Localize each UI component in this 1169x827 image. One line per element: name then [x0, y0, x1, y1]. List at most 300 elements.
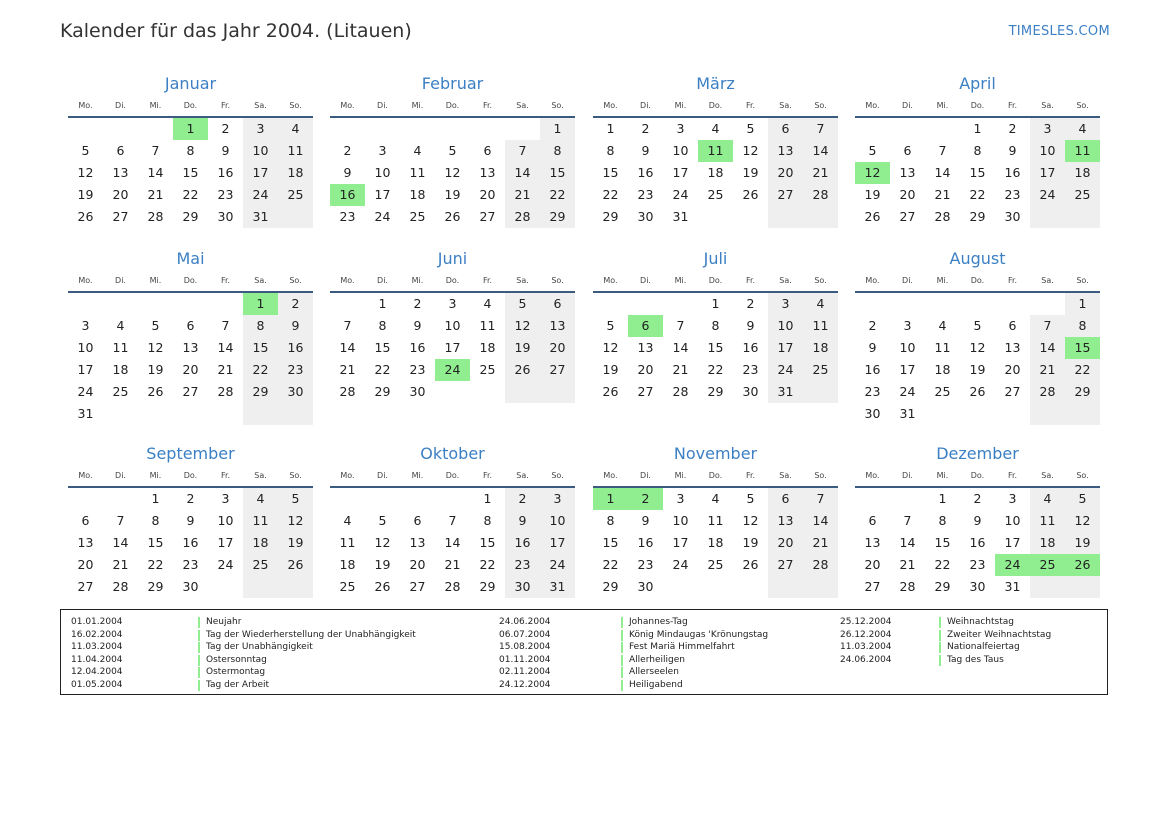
day-cell: 26	[444, 209, 461, 224]
holiday-name: Allerheiligen	[629, 654, 685, 665]
day-cell: 6	[413, 513, 422, 528]
weekday-header	[68, 466, 313, 488]
day-cell: 11	[698, 140, 733, 162]
day-cell: 7	[505, 140, 540, 162]
page-title: Kalender für das Jahr 2004. (Litauen)	[60, 20, 412, 42]
empty-cell	[855, 488, 890, 510]
day-cell: 6	[903, 143, 912, 158]
day-cell: 25	[803, 359, 838, 381]
day-cell: 24	[374, 209, 391, 224]
weekday-header	[330, 466, 575, 488]
weekday-header	[593, 271, 838, 293]
holiday-date: 26.12.2004	[840, 629, 892, 640]
day-cell: 13	[112, 165, 129, 180]
day-cell: 2	[343, 143, 352, 158]
day-cell: 14	[1030, 337, 1065, 359]
day-cell: 15	[602, 165, 619, 180]
day-cell: 10	[1004, 513, 1021, 528]
holiday-name: Nationalfeiertag	[947, 642, 1020, 653]
day-cell: 18	[1065, 162, 1100, 184]
day-cell: 28	[444, 579, 461, 594]
holiday-date: 15.08.2004	[499, 642, 551, 653]
day-cell: 27	[899, 209, 916, 224]
day-cell: 19	[1065, 532, 1100, 554]
empty-cell	[68, 488, 103, 510]
day-cell: 12	[374, 535, 391, 550]
weekday-label: Sa.	[254, 276, 267, 285]
day-cell: 15	[182, 165, 199, 180]
holiday-date: 24.12.2004	[499, 679, 551, 690]
weekday-label: Do.	[183, 471, 198, 480]
weekday-label: Di.	[640, 471, 651, 480]
day-cell: 26	[1065, 554, 1100, 576]
holiday-column	[840, 616, 1051, 666]
weekday-label: Sa.	[779, 276, 792, 285]
day-cell: 29	[602, 209, 619, 224]
day-cell: 27	[864, 579, 881, 594]
empty-cell	[103, 118, 138, 140]
month-september	[68, 444, 313, 598]
holiday-date: 11.03.2004	[840, 642, 892, 653]
day-cell: 14	[339, 340, 356, 355]
day-cell: 26	[278, 554, 313, 576]
empty-cell	[698, 206, 733, 228]
weekday-label: Sa.	[779, 471, 792, 480]
day-cell: 16	[217, 165, 234, 180]
weekday-label: Mo.	[865, 471, 880, 480]
day-cell: 2	[973, 491, 982, 506]
day-cell: 12	[602, 340, 619, 355]
day-cell: 6	[868, 513, 877, 528]
empty-cell	[803, 206, 838, 228]
day-cell: 20	[182, 362, 199, 377]
day-cell: 17	[672, 165, 689, 180]
day-cell: 5	[378, 513, 387, 528]
empty-cell	[768, 576, 803, 598]
weekday-label: Sa.	[254, 471, 267, 480]
day-cell: 10	[374, 165, 391, 180]
holiday-row	[840, 629, 1051, 642]
empty-cell	[698, 576, 733, 598]
day-cell: 8	[483, 513, 492, 528]
empty-cell	[435, 381, 470, 403]
day-cell: 20	[77, 557, 94, 572]
weekday-label: Mi.	[936, 471, 949, 480]
weekday-label: Mi.	[149, 101, 162, 110]
empty-cell	[470, 118, 505, 140]
weekday-label: Sa.	[779, 101, 792, 110]
day-cell: 9	[505, 510, 540, 532]
day-cell: 13	[864, 535, 881, 550]
day-cell: 26	[147, 384, 164, 399]
day-cell: 1	[151, 491, 160, 506]
empty-cell	[803, 576, 838, 598]
day-cell: 30	[182, 579, 199, 594]
day-cell: 21	[803, 532, 838, 554]
day-cell: 21	[934, 187, 951, 202]
weekday-header	[855, 466, 1100, 488]
day-cell: 29	[1065, 381, 1100, 403]
day-cell: 11	[1030, 510, 1065, 532]
day-cell: 16	[505, 532, 540, 554]
day-cell: 12	[969, 340, 986, 355]
day-cell: 13	[1004, 340, 1021, 355]
day-cell: 8	[606, 513, 615, 528]
day-cell: 3	[378, 143, 387, 158]
day-cell: 9	[641, 143, 650, 158]
month-oktober	[330, 444, 575, 598]
day-cell: 21	[147, 187, 164, 202]
empty-cell	[540, 381, 575, 403]
weekday-label: Do.	[708, 276, 723, 285]
day-cell: 14	[505, 162, 540, 184]
day-cell: 1	[378, 296, 387, 311]
day-cell: 10	[1030, 140, 1065, 162]
holiday-row	[71, 616, 416, 629]
day-cell: 25	[934, 384, 951, 399]
holiday-date: 24.06.2004	[840, 654, 892, 665]
day-cell: 3	[81, 318, 90, 333]
day-cell: 21	[803, 162, 838, 184]
day-cell: 23	[864, 384, 881, 399]
empty-cell	[768, 206, 803, 228]
day-cell: 15	[934, 535, 951, 550]
holiday-row	[71, 629, 416, 642]
day-grid	[593, 118, 838, 228]
empty-cell	[995, 403, 1030, 425]
site-link[interactable]: TIMESLES.COM	[1008, 24, 1110, 39]
weekday-label: Fr.	[482, 276, 493, 285]
month-name: Oktober	[420, 444, 485, 463]
day-grid	[68, 118, 313, 228]
day-cell: 2	[641, 121, 650, 136]
holiday-name: Weihnachtstag	[947, 617, 1014, 627]
holiday-date: 16.02.2004	[71, 629, 123, 640]
day-cell: 16	[637, 165, 654, 180]
weekday-label: Mo.	[78, 276, 93, 285]
empty-cell	[505, 118, 540, 140]
weekday-label: So.	[1076, 276, 1089, 285]
day-cell: 25	[409, 209, 426, 224]
day-cell: 31	[899, 406, 916, 421]
weekday-label: So.	[289, 276, 302, 285]
weekday-label: Di.	[377, 101, 388, 110]
day-cell: 29	[479, 579, 496, 594]
day-cell: 13	[899, 165, 916, 180]
weekday-label: Mi.	[411, 471, 424, 480]
holiday-marker	[621, 680, 623, 691]
holiday-column	[71, 616, 416, 692]
day-cell: 15	[243, 337, 278, 359]
day-cell: 16	[969, 535, 986, 550]
day-cell: 13	[182, 340, 199, 355]
day-cell: 1	[483, 491, 492, 506]
weekday-header	[68, 271, 313, 293]
day-cell: 19	[864, 187, 881, 202]
day-cell: 22	[540, 184, 575, 206]
day-cell: 10	[768, 315, 803, 337]
day-cell: 18	[707, 165, 724, 180]
day-cell: 28	[217, 384, 234, 399]
day-cell: 23	[969, 557, 986, 572]
empty-cell	[470, 381, 505, 403]
day-cell: 30	[637, 579, 654, 594]
day-cell: 9	[186, 513, 195, 528]
day-cell: 17	[540, 532, 575, 554]
day-cell: 5	[606, 318, 615, 333]
day-cell: 23	[742, 362, 759, 377]
day-cell: 1	[173, 118, 208, 140]
day-cell: 10	[77, 340, 94, 355]
day-cell: 16	[330, 184, 365, 206]
weekday-label: Fr.	[220, 276, 231, 285]
day-cell: 7	[221, 318, 230, 333]
day-cell: 3	[903, 318, 912, 333]
weekday-label: Do.	[183, 101, 198, 110]
empty-cell	[208, 576, 243, 598]
month-november	[593, 444, 838, 598]
weekday-label: Do.	[183, 276, 198, 285]
holiday-row	[499, 679, 768, 692]
calendar-grid	[68, 74, 1108, 604]
month-juni	[330, 249, 575, 403]
day-cell: 15	[707, 340, 724, 355]
weekday-label: Fr.	[482, 471, 493, 480]
weekday-label: So.	[551, 471, 564, 480]
day-cell: 29	[243, 381, 278, 403]
weekday-label: Di.	[377, 276, 388, 285]
day-cell: 9	[746, 318, 755, 333]
weekday-label: Mo.	[865, 101, 880, 110]
holiday-marker	[621, 667, 623, 678]
day-cell: 31	[672, 209, 689, 224]
weekday-label: Do.	[708, 101, 723, 110]
day-cell: 8	[540, 140, 575, 162]
weekday-label: So.	[289, 101, 302, 110]
day-cell: 4	[116, 318, 125, 333]
empty-cell	[103, 293, 138, 315]
month-name: April	[959, 74, 996, 93]
empty-cell	[995, 293, 1030, 315]
day-cell: 16	[278, 337, 313, 359]
day-cell: 7	[903, 513, 912, 528]
weekday-label: Di.	[115, 471, 126, 480]
day-cell: 7	[1030, 315, 1065, 337]
weekday-label: Fr.	[745, 276, 756, 285]
day-cell: 7	[938, 143, 947, 158]
day-cell: 19	[77, 187, 94, 202]
day-cell: 17	[899, 362, 916, 377]
day-cell: 2	[278, 293, 313, 315]
day-cell: 12	[742, 143, 759, 158]
day-cell: 8	[711, 318, 720, 333]
empty-cell	[733, 206, 768, 228]
holiday-date: 12.04.2004	[71, 667, 123, 678]
holiday-row	[71, 654, 416, 667]
day-cell: 24	[77, 384, 94, 399]
day-cell: 27	[77, 579, 94, 594]
day-grid	[593, 293, 838, 403]
day-cell: 24	[1030, 184, 1065, 206]
holiday-marker	[198, 617, 200, 628]
weekday-label: Do.	[970, 101, 985, 110]
day-cell: 9	[641, 513, 650, 528]
day-cell: 17	[217, 535, 234, 550]
holiday-marker	[939, 655, 941, 666]
day-cell: 27	[182, 384, 199, 399]
day-cell: 3	[768, 293, 803, 315]
holiday-row	[71, 641, 416, 654]
day-cell: 10	[444, 318, 461, 333]
day-cell: 10	[899, 340, 916, 355]
day-cell: 6	[1008, 318, 1017, 333]
day-cell: 18	[409, 187, 426, 202]
holiday-row	[499, 641, 768, 654]
month-name: August	[949, 249, 1006, 268]
day-cell: 2	[186, 491, 195, 506]
day-cell: 7	[116, 513, 125, 528]
empty-cell	[138, 403, 173, 425]
empty-cell	[890, 488, 925, 510]
day-cell: 1	[593, 488, 628, 510]
day-cell: 25	[707, 187, 724, 202]
day-cell: 29	[969, 209, 986, 224]
day-cell: 28	[339, 384, 356, 399]
month-februar	[330, 74, 575, 228]
weekday-label: Mo.	[340, 101, 355, 110]
empty-cell	[138, 293, 173, 315]
empty-cell	[505, 381, 540, 403]
weekday-label: Mo.	[603, 471, 618, 480]
empty-cell	[435, 118, 470, 140]
holiday-marker	[939, 617, 941, 628]
weekday-label: Do.	[445, 471, 460, 480]
month-name: November	[673, 444, 758, 463]
day-cell: 29	[374, 384, 391, 399]
day-cell: 20	[1004, 362, 1021, 377]
weekday-label: Fr.	[220, 101, 231, 110]
day-grid	[855, 488, 1100, 598]
weekday-label: Di.	[640, 276, 651, 285]
holiday-name: Ostersonntag	[206, 654, 267, 665]
day-cell: 18	[339, 557, 356, 572]
weekday-label: Fr.	[745, 471, 756, 480]
day-cell: 20	[768, 532, 803, 554]
day-cell: 4	[938, 318, 947, 333]
day-grid	[593, 488, 838, 598]
day-cell: 10	[672, 143, 689, 158]
day-cell: 1	[540, 118, 575, 140]
day-cell: 5	[151, 318, 160, 333]
day-cell: 3	[1030, 118, 1065, 140]
day-grid	[330, 118, 575, 228]
holiday-row	[499, 629, 768, 642]
weekday-label: Di.	[902, 101, 913, 110]
weekday-label: Do.	[970, 276, 985, 285]
day-cell: 6	[768, 118, 803, 140]
day-cell: 18	[479, 340, 496, 355]
empty-cell	[663, 293, 698, 315]
day-cell: 31	[1004, 579, 1021, 594]
empty-cell	[138, 118, 173, 140]
day-cell: 30	[864, 406, 881, 421]
day-cell: 14	[899, 535, 916, 550]
day-cell: 21	[899, 557, 916, 572]
day-cell: 5	[278, 488, 313, 510]
day-cell: 16	[182, 535, 199, 550]
day-cell: 30	[409, 384, 426, 399]
day-cell: 21	[1030, 359, 1065, 381]
month-name: Juli	[703, 249, 728, 268]
weekday-label: Mo.	[340, 276, 355, 285]
day-cell: 26	[864, 209, 881, 224]
day-cell: 27	[540, 359, 575, 381]
day-cell: 2	[505, 488, 540, 510]
day-cell: 19	[278, 532, 313, 554]
empty-cell	[365, 118, 400, 140]
holiday-date: 11.03.2004	[71, 642, 123, 653]
weekday-label: Mi.	[411, 276, 424, 285]
day-cell: 6	[81, 513, 90, 528]
day-cell: 18	[1030, 532, 1065, 554]
month-name: März	[696, 74, 735, 93]
weekday-label: Mo.	[603, 101, 618, 110]
day-cell: 30	[1004, 209, 1021, 224]
holiday-marker	[198, 630, 200, 641]
day-cell: 6	[628, 315, 663, 337]
day-cell: 17	[374, 187, 391, 202]
month-name: Dezember	[936, 444, 1019, 463]
day-cell: 22	[934, 557, 951, 572]
day-cell: 4	[1065, 118, 1100, 140]
holiday-column	[499, 616, 768, 692]
day-cell: 30	[742, 384, 759, 399]
weekday-header	[855, 96, 1100, 118]
weekday-label: Mi.	[936, 101, 949, 110]
day-cell: 14	[444, 535, 461, 550]
day-cell: 8	[938, 513, 947, 528]
day-cell: 11	[339, 535, 356, 550]
empty-cell	[960, 403, 995, 425]
day-cell: 20	[112, 187, 129, 202]
day-cell: 9	[221, 143, 230, 158]
day-cell: 30	[278, 381, 313, 403]
day-cell: 19	[969, 362, 986, 377]
day-cell: 3	[676, 491, 685, 506]
weekday-label: Mo.	[340, 471, 355, 480]
holiday-row	[499, 654, 768, 667]
weekday-label: So.	[551, 101, 564, 110]
weekday-label: Sa.	[1041, 276, 1054, 285]
day-cell: 25	[707, 557, 724, 572]
day-cell: 27	[768, 184, 803, 206]
day-cell: 2	[746, 296, 755, 311]
day-cell: 16	[742, 340, 759, 355]
holiday-marker	[198, 680, 200, 691]
month-name: September	[146, 444, 235, 463]
day-cell: 24	[768, 359, 803, 381]
day-cell: 11	[409, 165, 426, 180]
day-cell: 4	[413, 143, 422, 158]
day-cell: 23	[217, 187, 234, 202]
holiday-date: 01.05.2004	[71, 679, 123, 690]
weekday-label: Fr.	[482, 101, 493, 110]
day-cell: 11	[803, 315, 838, 337]
holiday-date: 02.11.2004	[499, 667, 551, 678]
day-cell: 14	[803, 140, 838, 162]
weekday-label: Mo.	[603, 276, 618, 285]
day-cell: 22	[243, 359, 278, 381]
